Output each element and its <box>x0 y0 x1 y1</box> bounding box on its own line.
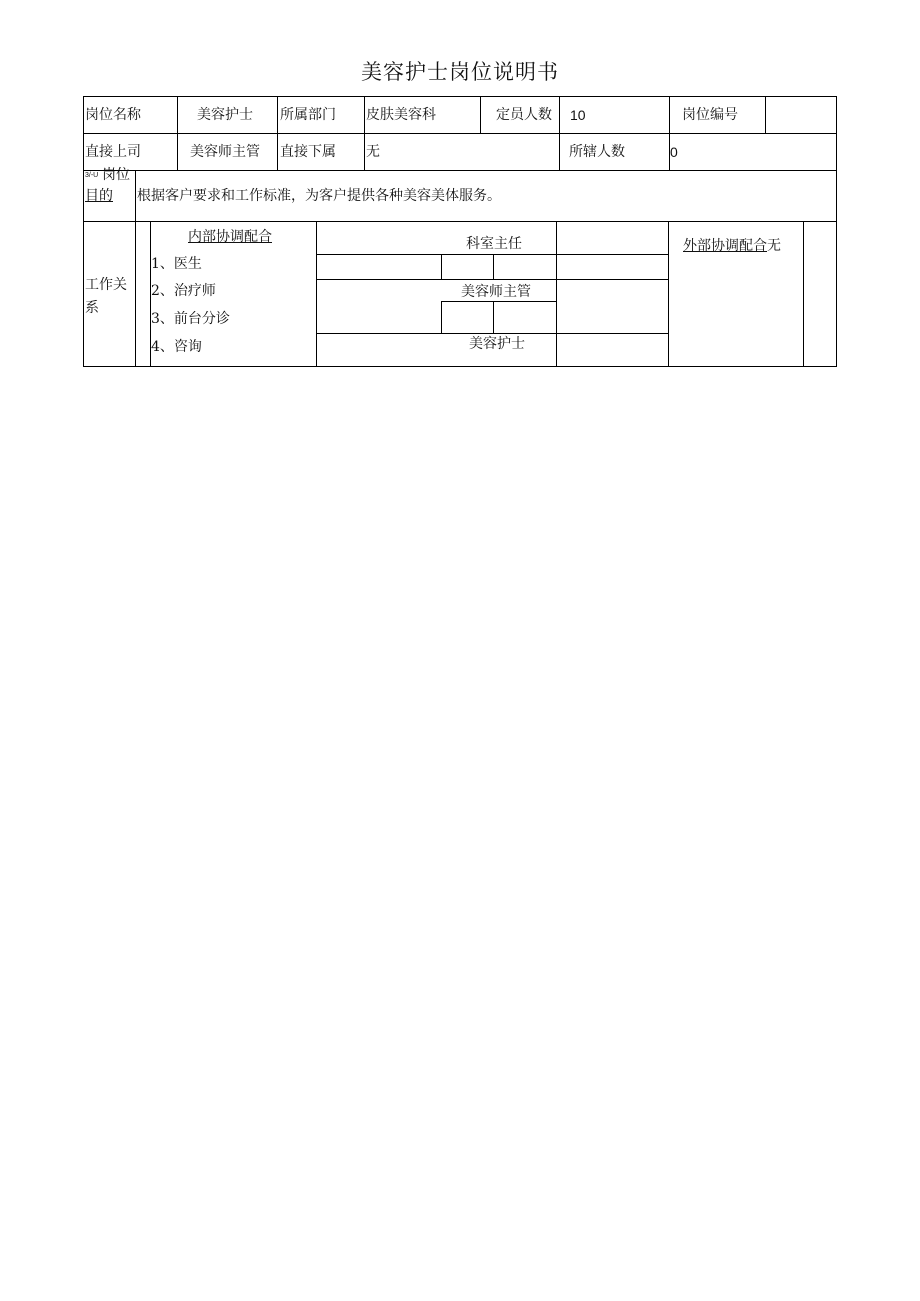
divider <box>135 221 136 366</box>
row-divider-3 <box>83 221 837 222</box>
divider <box>364 133 365 170</box>
position-name-value: 美容护士 <box>197 107 253 123</box>
external-coordination-value: 无 <box>767 238 781 254</box>
divider <box>277 96 278 133</box>
org-level-beautician-supervisor: 美容师主管 <box>461 284 531 300</box>
divider <box>177 133 178 170</box>
divider <box>316 333 668 334</box>
divider <box>559 133 560 170</box>
table-border-bottom <box>83 366 837 367</box>
page-title: 美容护士岗位说明书 <box>361 60 559 84</box>
position-code-label: 岗位编号 <box>682 107 738 123</box>
position-name-label: 岗位名称 <box>85 107 141 123</box>
internal-coordination-title: 内部协调配合 <box>188 229 272 245</box>
divider <box>765 96 766 133</box>
divider <box>668 221 669 366</box>
divider <box>559 96 560 133</box>
subordinate-value: 无 <box>366 144 380 160</box>
divider <box>316 279 668 280</box>
superior-value: 美容师主管 <box>190 144 260 160</box>
internal-item: 2、治疗师 <box>151 283 216 299</box>
divider <box>277 133 278 170</box>
internal-item: 4、咨询 <box>151 339 202 355</box>
department-label: 所属部门 <box>280 107 336 123</box>
managed-count-value: 0 <box>670 144 678 160</box>
headcount-label: 定员人数 <box>496 107 552 123</box>
managed-count-label: 所辖人数 <box>569 144 625 160</box>
divider <box>493 254 494 279</box>
internal-item: 3、前台分诊 <box>151 311 230 327</box>
internal-item: 1、医生 <box>151 256 202 272</box>
divider <box>441 301 556 302</box>
row-divider-1 <box>83 133 837 134</box>
headcount-value: 10 <box>570 107 586 123</box>
table-border-top <box>83 96 837 97</box>
work-relations-label-line2: 系 <box>85 300 99 316</box>
work-relations-label-line1: 工作关 <box>85 277 127 293</box>
subordinate-label: 直接下属 <box>280 144 336 160</box>
divider <box>480 96 481 133</box>
row-divider-2 <box>83 170 837 171</box>
external-coordination <box>683 237 781 255</box>
divider <box>177 96 178 133</box>
divider <box>441 254 442 279</box>
org-level-department-head: 科室主任 <box>466 236 522 252</box>
superior-label: 直接上司 <box>85 144 141 160</box>
purpose-text: 根据客户要求和工作标准，为客户提供各种美容美体服务。 <box>137 188 501 204</box>
divider <box>556 221 557 366</box>
divider <box>669 96 670 133</box>
purpose-label-line1: 岗位 <box>102 167 130 183</box>
purpose-label-line2: 目的 <box>85 188 113 204</box>
divider <box>316 254 668 255</box>
divider <box>803 221 804 366</box>
purpose-label-prefix: 3/-U <box>85 172 99 179</box>
divider <box>441 301 442 333</box>
department-value: 皮肤美容科 <box>366 107 436 123</box>
external-coordination-title: 外部协调配合 <box>683 238 767 254</box>
table-border-right <box>836 96 837 367</box>
divider <box>364 96 365 133</box>
divider <box>493 301 494 333</box>
divider <box>316 221 317 366</box>
divider <box>135 170 136 221</box>
table-border-left <box>83 96 84 367</box>
org-level-beauty-nurse: 美容护士 <box>469 336 525 352</box>
